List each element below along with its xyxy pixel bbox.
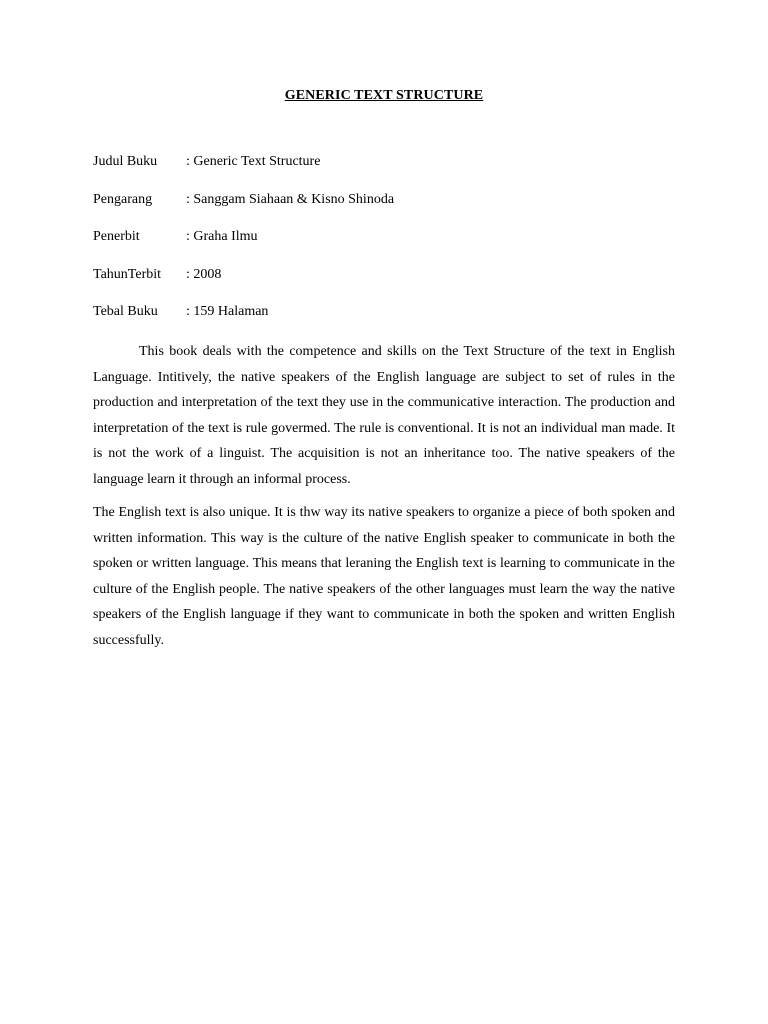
meta-row-tahun-terbit	[93, 267, 683, 305]
meta-label: Tebal Buku	[93, 304, 158, 319]
paragraph-intro: This book deals with the competence and skills on the Text Structure of the text in English Language. Intitively, the native speakers of the English language are subject to set of rules in the production and interpretation of the text they use in the communicative interaction. The production and interpretation of the text is rule govermed. The rule is conventional. It is not an individual man made. It is not the work of a linguist. The acquisition is not an inheritance too. The native speakers of the language learn it through an informal process.	[93, 344, 675, 487]
body-text	[93, 339, 675, 653]
meta-value: : 159 Halaman	[186, 304, 269, 319]
book-metadata	[93, 154, 683, 342]
meta-value: : Graha Ilmu	[186, 229, 258, 244]
meta-label: Judul Buku	[93, 154, 158, 169]
meta-value: : Sanggam Siahaan & Kisno Shinoda	[186, 191, 395, 207]
meta-label: TahunTerbit	[93, 266, 162, 282]
meta-row-pengarang	[93, 192, 683, 230]
meta-row-judul-buku	[93, 154, 683, 192]
meta-value: : Generic Text Structure	[186, 154, 321, 169]
meta-row-penerbit	[93, 229, 683, 267]
meta-row-tebal-buku	[93, 304, 683, 342]
meta-value: : 2008	[186, 266, 222, 282]
meta-label: Penerbit	[93, 229, 140, 244]
meta-label: Pengarang	[93, 191, 153, 207]
document-title: GENERIC TEXT STRUCTURE	[284, 88, 484, 103]
paragraph-unique: The English text is also unique. It is thw way its native speakers to organize a piece of both spoken and written information. This way is the culture of the native English speaker to communicate in both the spoken or written language. This means that leraning the English text is learning to communicate in the culture of the English people. The native speakers of the other languages must learn the way the native speakers of the English language if they want to communicate in both the spoken and written English successfully.	[93, 505, 675, 648]
